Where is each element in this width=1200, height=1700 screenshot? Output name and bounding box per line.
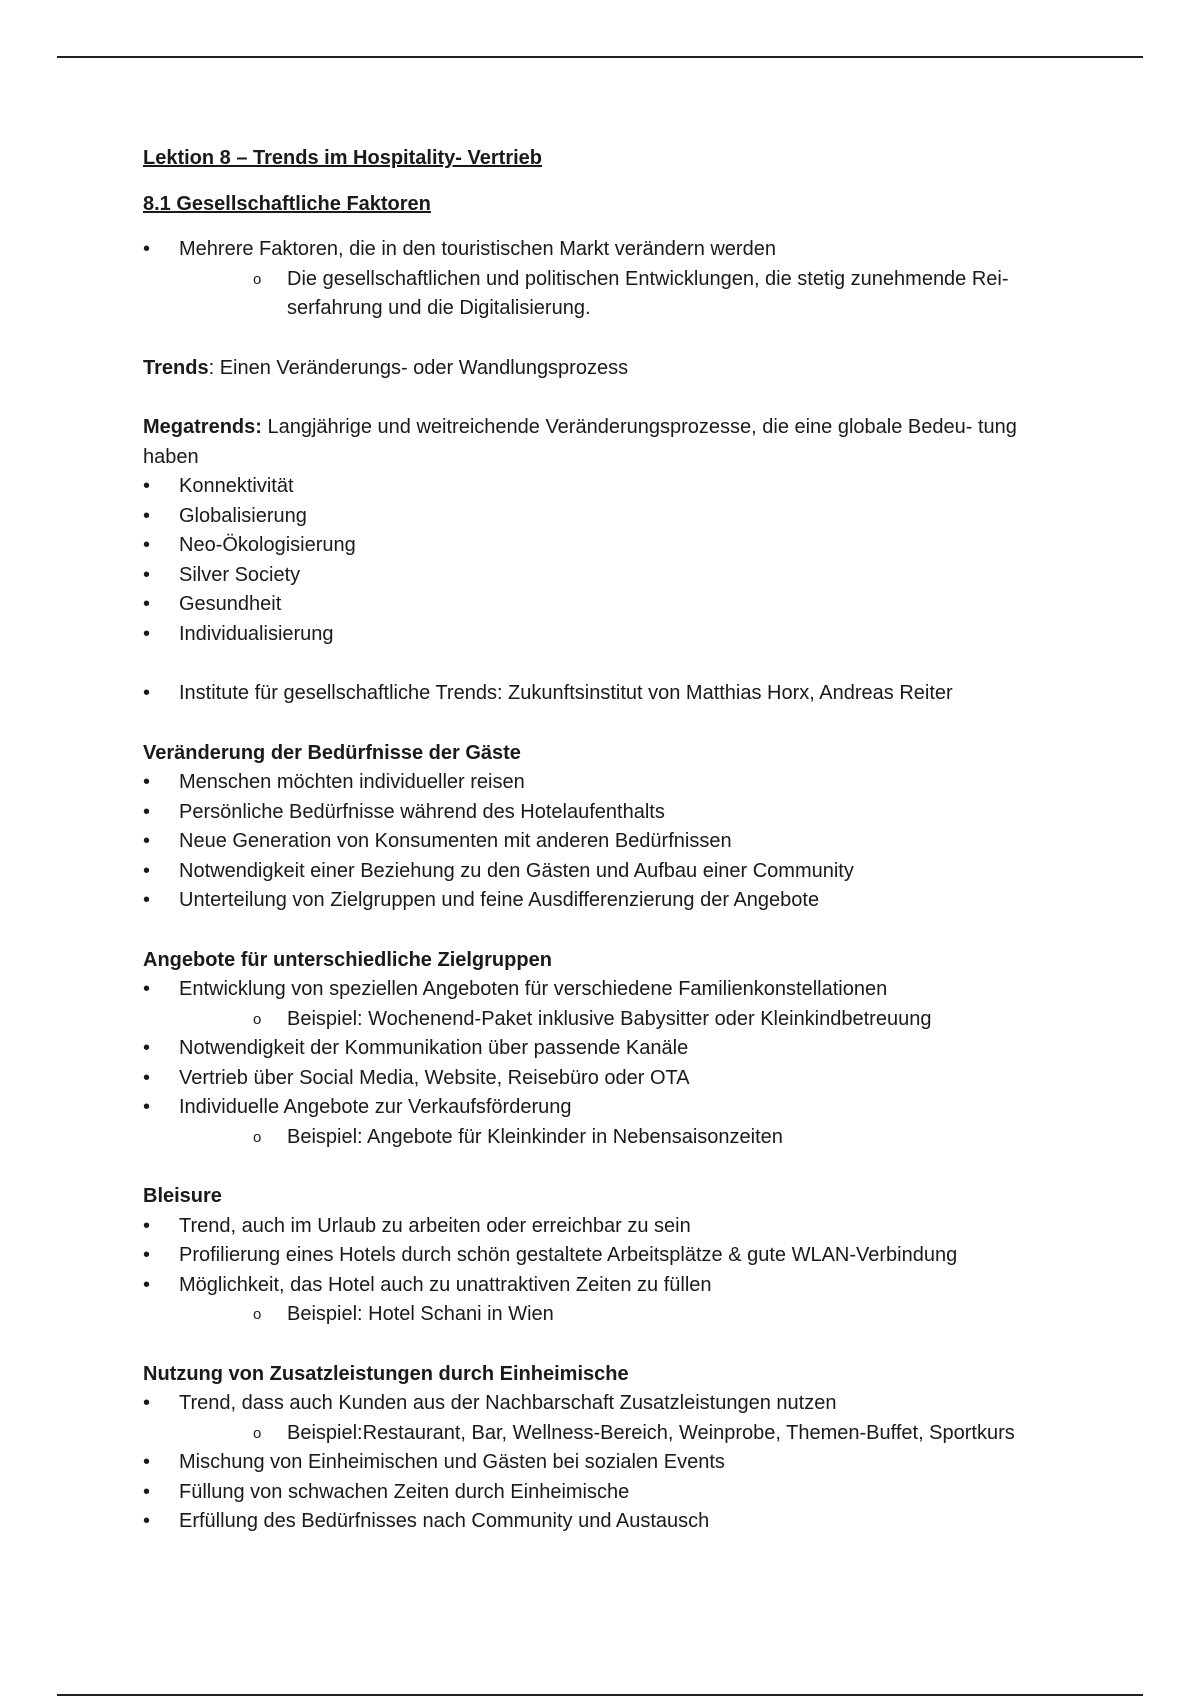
list-item: • Notwendigkeit einer Beziehung zu den Gästen und Aufbau einer Community	[143, 857, 1063, 887]
list-item: • Globalisierung	[143, 502, 1063, 532]
list-item: • Institute für gesellschaftliche Trends: Zukunftsinstitut von Matthias Horx, Andreas Reiter	[143, 679, 1063, 709]
list-item: • Trend, auch im Urlaub zu arbeiten oder erreichbar zu sein	[143, 1212, 1063, 1242]
offers-list	[143, 975, 1063, 1152]
header-rule	[57, 56, 1143, 58]
intro-list	[143, 235, 1063, 324]
list-item: • Gesundheit	[143, 590, 1063, 620]
list-item: • Erfüllung des Bedürfnisses nach Community und Austausch	[143, 1507, 1063, 1537]
list-item: • Entwicklung von speziellen Angeboten für verschiedene Familienkonstellationen o Beispiel: Wochenend-Paket inklusive Babysitter oder Kleinkindbetreuung	[143, 975, 1063, 1034]
needs-list	[143, 768, 1063, 916]
sub-list-item: o Beispiel:Restaurant, Bar, Wellness-Bereich, Weinprobe, Themen-Buffet, Sportkurs	[179, 1419, 1063, 1449]
list-item: • Unterteilung von Zielgruppen und feine Ausdifferenzierung der Angebote	[143, 886, 1063, 916]
needs-heading: Veränderung der Bedürfnisse der Gäste	[143, 741, 521, 764]
list-item: • Füllung von schwachen Zeiten durch Einheimische	[143, 1478, 1063, 1508]
sub-list-item: o Beispiel: Angebote für Kleinkinder in Nebensaisonzeiten	[179, 1123, 1063, 1153]
section-title: 8.1 Gesellschaftliche Faktoren	[143, 192, 431, 215]
document-body	[143, 144, 1063, 1537]
list-item: • Persönliche Bedürfnisse während des Hotelaufenthalts	[143, 798, 1063, 828]
megatrends-list	[143, 472, 1063, 649]
list-item: • Vertrieb über Social Media, Website, Reisebüro oder OTA	[143, 1064, 1063, 1094]
bleisure-list	[143, 1212, 1063, 1330]
list-item: • Trend, dass auch Kunden aus der Nachbarschaft Zusatzleistungen nutzen o Beispiel:Restaurant, Bar, Wellness-Bereich, Weinprobe, Themen-Buffet, Sportkurs	[143, 1389, 1063, 1448]
megatrends-definition: Megatrends: Langjährige und weitreichende Veränderungsprozesse, die eine globale Bedeu- tung haben	[143, 416, 1017, 468]
footer-rule	[57, 1694, 1143, 1696]
list-item: • Menschen möchten individueller reisen	[143, 768, 1063, 798]
lesson-title: Lektion 8 – Trends im Hospitality- Vertrieb	[143, 147, 542, 169]
locals-heading: Nutzung von Zusatzleistungen durch Einheimische	[143, 1362, 629, 1385]
list-item: • Neo-Ökologisierung	[143, 531, 1063, 561]
trends-definition: Trends: Einen Veränderungs- oder Wandlungsprozess	[143, 356, 629, 379]
list-item: • Konnektivität	[143, 472, 1063, 502]
offers-heading: Angebote für unterschiedliche Zielgruppen	[143, 948, 552, 971]
sub-list-item: o Beispiel: Wochenend-Paket inklusive Babysitter oder Kleinkindbetreuung	[179, 1005, 1063, 1035]
list-item: • Mischung von Einheimischen und Gästen bei sozialen Events	[143, 1448, 1063, 1478]
sub-list-item: o Beispiel: Hotel Schani in Wien	[179, 1300, 1063, 1330]
list-item: • Individualisierung	[143, 620, 1063, 650]
list-item: • Neue Generation von Konsumenten mit anderen Bedürfnissen	[143, 827, 1063, 857]
list-item: • Individuelle Angebote zur Verkaufsförderung o Beispiel: Angebote für Kleinkinder in Nebensaisonzeiten	[143, 1093, 1063, 1152]
list-item: • Profilierung eines Hotels durch schön gestaltete Arbeitsplätze & gute WLAN-Verbindung	[143, 1241, 1063, 1271]
locals-list	[143, 1389, 1063, 1537]
list-item: • Möglichkeit, das Hotel auch zu unattraktiven Zeiten zu füllen o Beispiel: Hotel Schani in Wien	[143, 1271, 1063, 1330]
bleisure-heading: Bleisure	[143, 1185, 222, 1207]
list-item: • Silver Society	[143, 561, 1063, 591]
list-item: • Notwendigkeit der Kommunikation über passende Kanäle	[143, 1034, 1063, 1064]
sub-list-item: o Die gesellschaftlichen und politischen Entwicklungen, die stetig zunehmende Rei- serfahrung und die Digitalisierung.	[179, 265, 1063, 324]
list-item: • Mehrere Faktoren, die in den touristischen Markt verändern werden o Die gesellschaftlichen und politischen Entwicklungen, die stetig zunehmende Rei- serfahrung und die Digitalisierung.	[143, 235, 1063, 324]
institutes-list	[143, 679, 1063, 709]
